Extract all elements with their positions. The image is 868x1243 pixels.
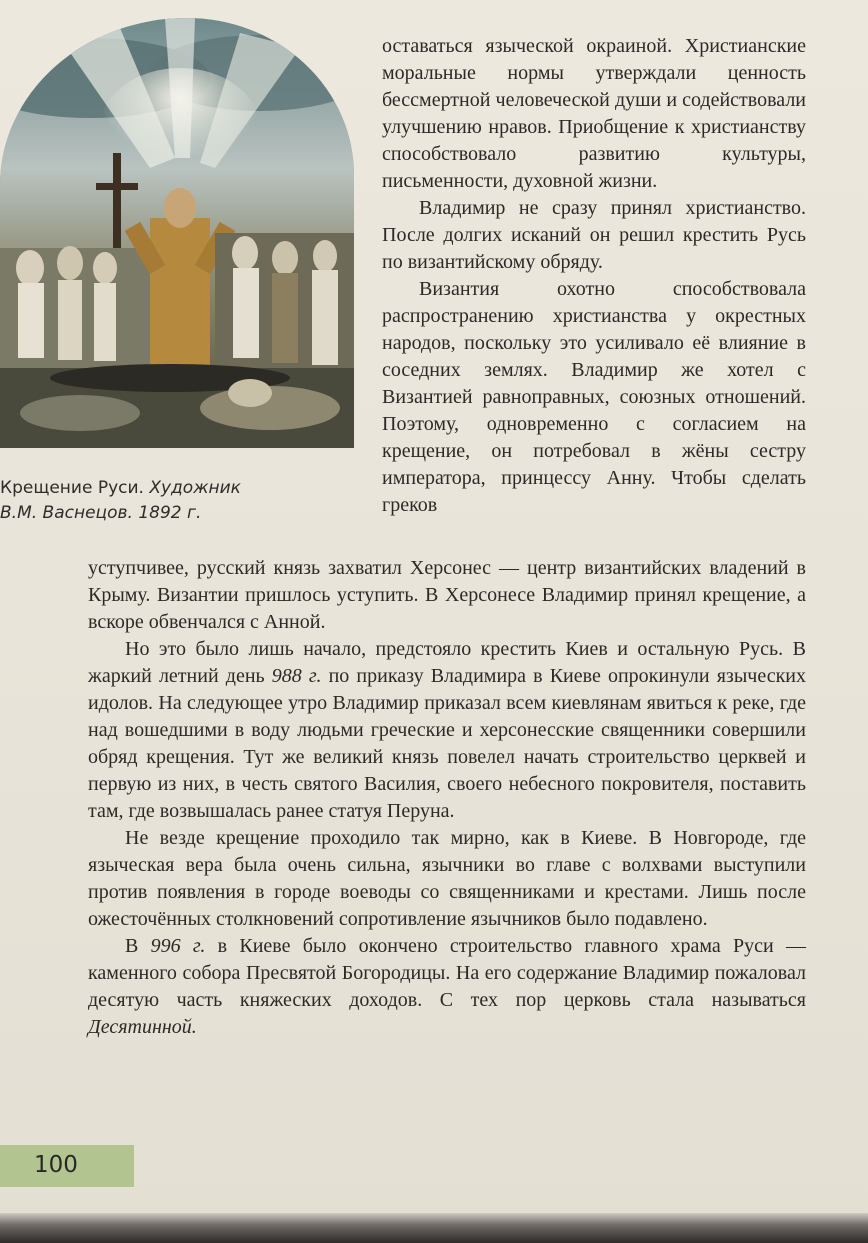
full-width-text — [88, 555, 806, 1041]
year-988: 988 г. — [271, 665, 322, 687]
caption-artist-line: В.М. Васнецов. 1892 г. — [0, 503, 202, 523]
illustration-caption — [0, 476, 300, 526]
paragraph-1: оставаться языческой окраиной. Христианские моральные нормы утверждали ценность бессмертной человеческой души и содействовали улучшению нравов. Приобщение к христианству способствовало развитию культуры, письменности, духовной жизни. — [382, 35, 806, 192]
paragraph-3-continued: уступчивее, русский князь захватил Херсонес — центр византийских владений в Крыму. Византии пришлось уступить. В Херсонесе Владимир принял крещение, а вскоре обвенчался с Анной. — [88, 557, 806, 633]
p4-after: по приказу Владимира в Киеве опрокинули языческих идолов. На следующее утро Владимир приказал всем киевлянам явиться к реке, где над вошедшими в воду людьми греческие и херсонесские священники совершили обряд крещения. Тут же великий князь повелел начать строительство церквей и первую из них, в честь святого Василия, своего небесного покровителя, поставить там, где возвышалась ранее статуя Перуна. — [88, 665, 806, 822]
paragraph-6 — [88, 933, 806, 1041]
page-number: 100 — [34, 1152, 78, 1178]
p6-before: В — [125, 935, 139, 957]
paragraph-5: Не везде крещение проходило так мирно, как в Киеве. В Новгороде, где языческая вера была очень сильна, язычники во главе с волхвами выступили против появления в городе воеводы со священниками и крестами. Лишь после ожесточённых столкновений сопротивление язычников было подавлено. — [88, 827, 806, 930]
paragraph-3: Византия охотно способствовала распространению христианства у окрестных народов, поскольку это усиливало её влияние в соседних землях. Владимир же хотел с Византией равноправных, союзных отношений. Поэтому, одновременно с согласием на крещение, он потребовал в жёны сестру императора, принцессу Анну. Чтобы сделать греков — [382, 278, 806, 516]
caption-title: Крещение Руси. — [0, 478, 144, 498]
paragraph-4 — [88, 636, 806, 825]
term-desyatinnaya: Десятинной. — [88, 1016, 197, 1038]
baptism-painting — [0, 18, 354, 448]
caption-artist-label: Художник — [149, 478, 241, 498]
p6-after: в Киеве было окончено строительство главного храма Руси — каменного собора Пресвятой Богородицы. На его содержание Владимир пожаловал десятую часть княжеских доходов. С тех пор церковь стала называться — [88, 935, 807, 1011]
column-text — [382, 33, 806, 519]
year-996: 996 г. — [150, 935, 206, 957]
baptism-painting-icon — [0, 18, 354, 448]
page-bottom-edge — [0, 1213, 868, 1243]
paragraph-2: Владимир не сразу принял христианство. После долгих исканий он решил крестить Русь по византийскому обряду. — [382, 197, 806, 273]
p4-before: Но это было лишь начало, предстояло крестить Киев и остальную Русь. В жаркий летний день — [88, 638, 806, 687]
